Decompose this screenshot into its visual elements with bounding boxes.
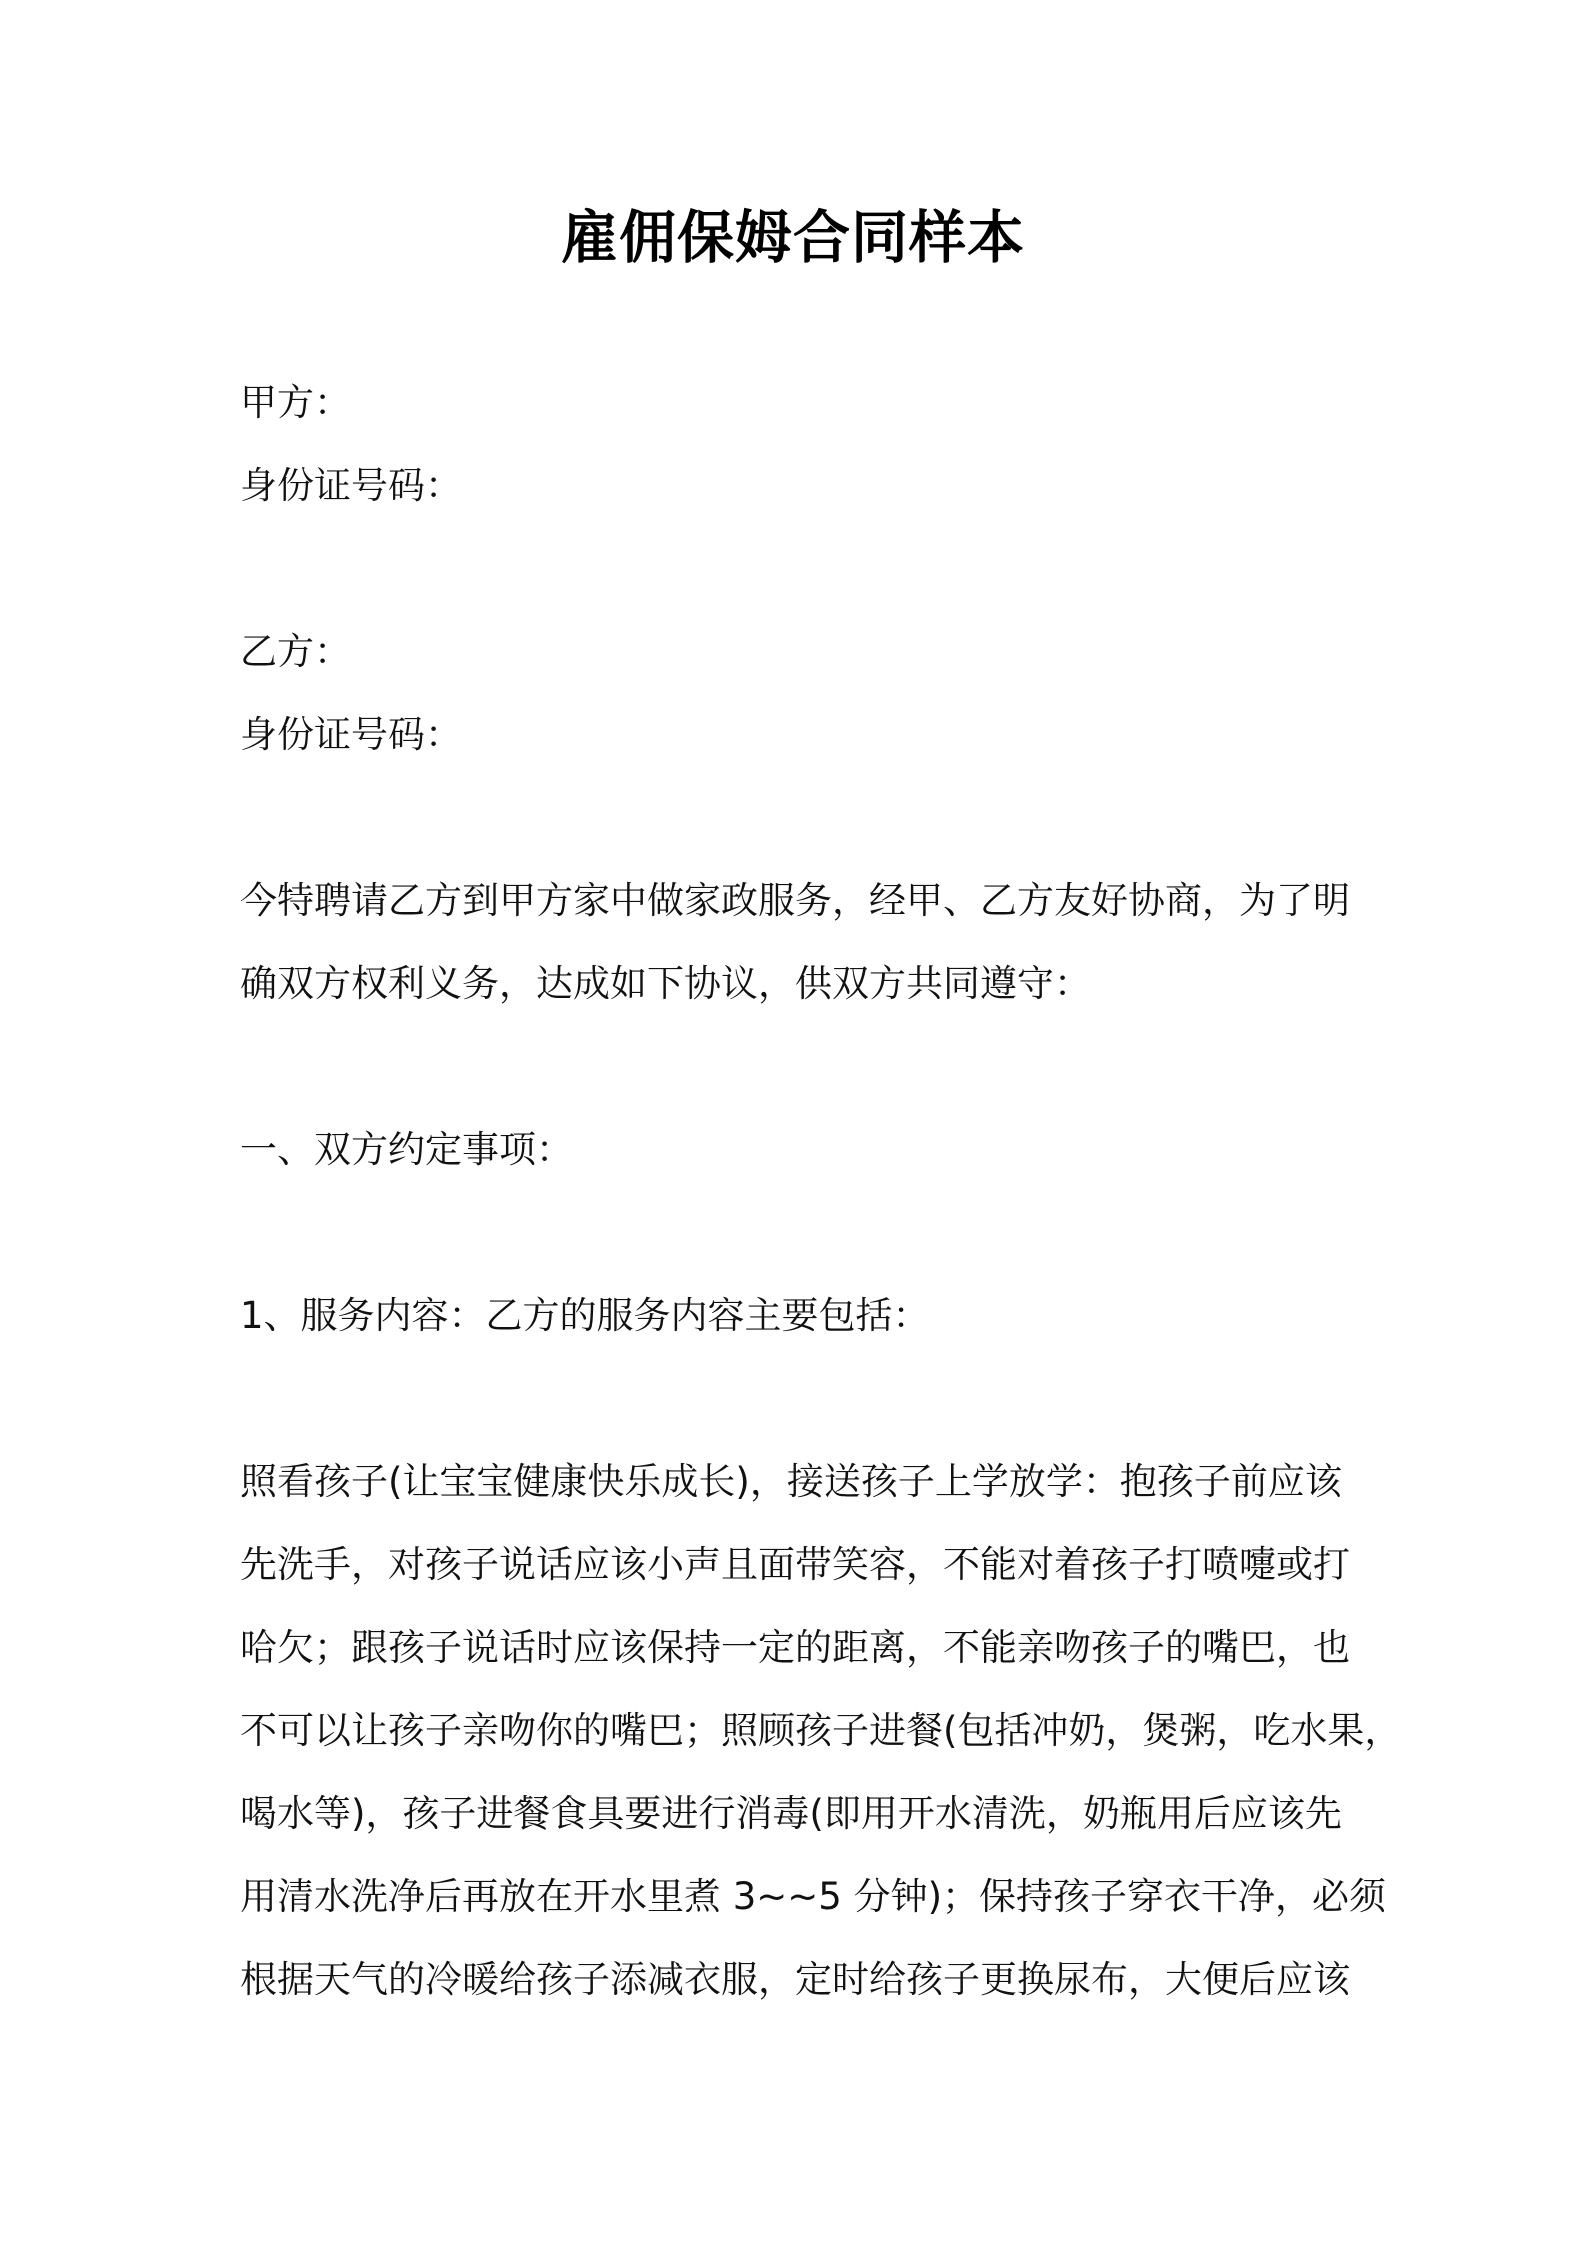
section-heading: 一、双方约定事项： — [240, 1128, 573, 1171]
body-line: 先洗手，对孩子说话应该小声且面带笑容，不能对着孩子打喷嚏或打 — [240, 1543, 1350, 1586]
item-heading: 1、服务内容：乙方的服务内容主要包括： — [240, 1294, 930, 1337]
body-line: 不可以让孩子亲吻你的嘴巴；照顾孩子进餐(包括冲奶，煲粥，吃水果， — [240, 1709, 1402, 1752]
body-line: 喝水等)，孩子进餐食具要进行消毒(即用开水清洗，奶瓶用后应该先 — [240, 1792, 1342, 1835]
intro-line: 今特聘请乙方到甲方家中做家政服务，经甲、乙方友好协商，为了明 — [240, 879, 1350, 922]
party-a-id-label: 身份证号码： — [240, 464, 462, 507]
body-line: 根据天气的冷暖给孩子添减衣服，定时给孩子更换尿布，大便后应该 — [240, 1958, 1350, 2001]
party-b-label: 乙方： — [240, 630, 351, 673]
document-title: 雇佣保姆合同样本 — [561, 205, 1025, 271]
intro-line: 确双方权利义务，达成如下协议，供双方共同遵守： — [240, 962, 1091, 1005]
party-b-id-label: 身份证号码： — [240, 713, 462, 756]
body-line: 哈欠；跟孩子说话时应该保持一定的距离，不能亲吻孩子的嘴巴，也 — [240, 1626, 1350, 1669]
party-a-label: 甲方： — [240, 381, 351, 424]
body-line: 用清水洗净后再放在开水里煮 3~~5 分钟)；保持孩子穿衣干净，必须 — [240, 1875, 1387, 1918]
body-line: 照看孩子(让宝宝健康快乐成长)，接送孩子上学放学：抱孩子前应该 — [240, 1460, 1342, 1503]
